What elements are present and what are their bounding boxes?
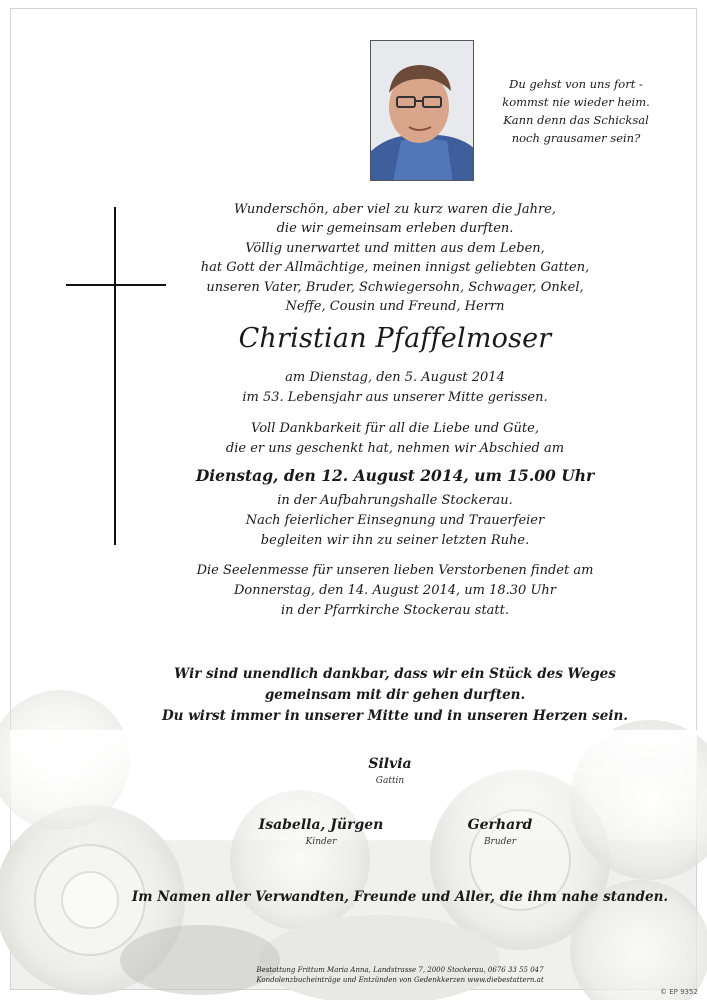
death-line: am Dienstag, den 5. August 2014 (285, 370, 505, 385)
intro-text (150, 200, 640, 316)
closing-line: gemeinsam mit dir gehen durften. (264, 687, 526, 703)
cross-icon (114, 207, 116, 545)
mass-line: Die Seelenmesse für unseren lieben Verstorbenen findet am (196, 563, 594, 578)
funeral-date: Dienstag, den 12. August 2014, um 15.00 Uhr (195, 466, 595, 485)
intro-line: Völlig unerwartet und mitten aus dem Leben, (245, 240, 545, 256)
signature-name: Gerhard (467, 817, 533, 833)
closing-line: Du wirst immer in unserer Mitte und in unseren Herzen sein. (161, 708, 629, 724)
signature-wife (335, 754, 445, 788)
closing-line: Wir sind unendlich dankbar, dass wir ein Stück des Weges (174, 666, 616, 682)
intro-line: Neffe, Cousin und Freund, Herrn (285, 299, 505, 315)
closing-words (150, 664, 640, 727)
poem (496, 75, 656, 147)
signature-name: Isabella, Jürgen (258, 817, 384, 833)
deceased-name: Christian Pfaffelmoser (238, 323, 552, 354)
funeral-place (150, 491, 640, 551)
poem-line: noch grausamer sein? (511, 131, 641, 145)
template-code: © EP 9352 (660, 988, 698, 996)
death-line: im 53. Lebensjahr aus unserer Mitte gerissen. (242, 389, 548, 405)
signature-role: Gattin (375, 776, 405, 786)
thanks-text (150, 419, 640, 458)
death-info (150, 368, 640, 407)
thanks-line: die er uns geschenkt hat, nehmen wir Abschied am (225, 440, 565, 456)
thanks-line: Voll Dankbarkeit für all die Liebe und Güte, (251, 421, 539, 436)
place-line: in der Aufbahrungshalle Stockerau. (277, 493, 513, 508)
signature-role: Kinder (305, 837, 337, 847)
place-line: begleiten wir ihn zu seiner letzten Ruhe. (260, 533, 530, 548)
family-line: Im Namen aller Verwandten, Freunde und Aller, die ihm nahe standen. (131, 889, 669, 905)
place-line: Nach feierlicher Einsegnung und Trauerfeier (245, 513, 545, 528)
mass-line: Donnerstag, den 14. August 2014, um 18.30 Uhr (233, 583, 557, 598)
intro-line: Wunderschön, aber viel zu kurz waren die Jahre, (234, 202, 556, 217)
intro-line: hat Gott der Allmächtige, meinen innigst geliebten Gatten, (200, 260, 590, 276)
portrait-photo (370, 40, 474, 181)
intro-line: unseren Vater, Bruder, Schwiegersohn, Schwager, Onkel, (206, 279, 584, 295)
requiem-mass-info (150, 561, 640, 621)
funeral-home-footer (200, 965, 600, 985)
poem-line: Kann denn das Schicksal (503, 113, 649, 127)
intro-line: die wir gemeinsam erleben durften. (276, 221, 514, 237)
signature-children (246, 815, 396, 849)
poem-line: Du gehst von uns fort - (509, 77, 643, 91)
signature-name: Silvia (368, 756, 412, 772)
footer-line: Kondolenzbucheinträge und Entzünden von Gedenkkerzen www.diebestattern.at (256, 976, 544, 984)
signature-role: Bruder (483, 837, 517, 847)
signature-brother (445, 815, 555, 849)
mass-line: in der Pfarrkirche Stockerau statt. (281, 603, 509, 618)
footer-line: Bestattung Frittum Maria Anna, Landstrasse 7, 2000 Stockerau, 0676 33 55 047 (256, 966, 544, 974)
poem-line: kommst nie wieder heim. (502, 95, 650, 109)
